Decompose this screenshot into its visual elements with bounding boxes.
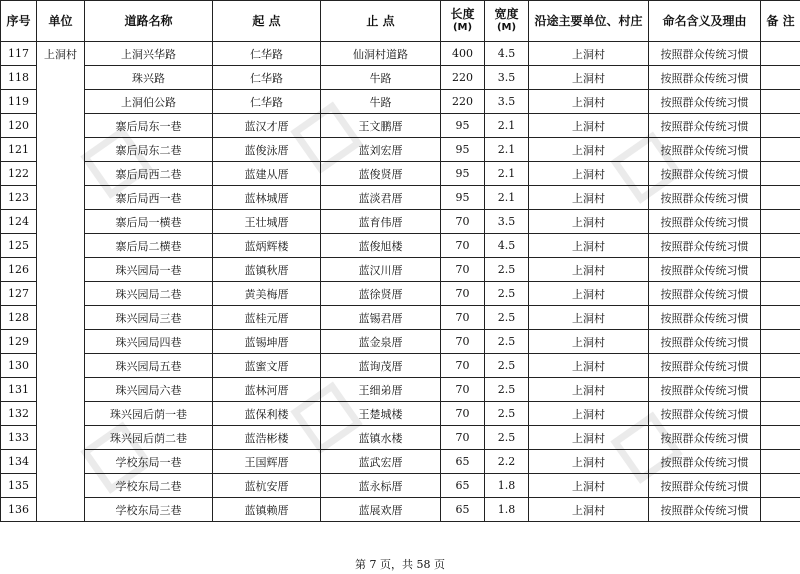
cell-meaning: 按照群众传统习惯	[649, 330, 761, 354]
cell-road-name: 珠兴园局五巷	[85, 354, 213, 378]
cell-meaning: 按照群众传统习惯	[649, 114, 761, 138]
cell-length: 65	[441, 498, 485, 522]
cell-meaning: 按照群众传统习惯	[649, 474, 761, 498]
cell-end: 蓝镇水楼	[321, 426, 441, 450]
cell-remark	[761, 162, 800, 186]
cell-start: 蓝建从厝	[213, 162, 321, 186]
cell-width: 3.5	[485, 210, 529, 234]
cell-seq: 117	[1, 42, 37, 66]
cell-length: 65	[441, 474, 485, 498]
cell-remark	[761, 114, 800, 138]
table-row	[1, 138, 800, 162]
cell-width: 2.2	[485, 450, 529, 474]
cell-start: 仁华路	[213, 90, 321, 114]
cell-along: 上洞村	[529, 258, 649, 282]
cell-along: 上洞村	[529, 354, 649, 378]
cell-start: 蓝浩彬楼	[213, 426, 321, 450]
cell-length: 95	[441, 114, 485, 138]
width-label: 宽度	[494, 7, 519, 21]
cell-start: 蓝镇秋厝	[213, 258, 321, 282]
cell-end: 蓝徐贤厝	[321, 282, 441, 306]
cell-end: 牛路	[321, 66, 441, 90]
cell-along: 上洞村	[529, 42, 649, 66]
col-header-unit: 单位	[37, 1, 85, 42]
cell-end: 王楚城楼	[321, 402, 441, 426]
cell-seq: 133	[1, 426, 37, 450]
cell-start: 蓝汉才厝	[213, 114, 321, 138]
cell-meaning: 按照群众传统习惯	[649, 258, 761, 282]
cell-road-name: 珠兴路	[85, 66, 213, 90]
cell-width: 4.5	[485, 234, 529, 258]
cell-end: 仙洞村道路	[321, 42, 441, 66]
col-header-along: 沿途主要单位、村庄	[529, 1, 649, 42]
cell-remark	[761, 210, 800, 234]
cell-meaning: 按照群众传统习惯	[649, 66, 761, 90]
col-header-remark: 备 注	[761, 1, 800, 42]
cell-seq: 132	[1, 402, 37, 426]
cell-seq: 130	[1, 354, 37, 378]
cell-road-name: 珠兴园局三巷	[85, 306, 213, 330]
cell-road-name: 学校东局一巷	[85, 450, 213, 474]
table-row	[1, 186, 800, 210]
cell-remark	[761, 282, 800, 306]
col-header-start: 起 点	[213, 1, 321, 42]
table-row	[1, 210, 800, 234]
cell-length: 95	[441, 138, 485, 162]
cell-length: 70	[441, 426, 485, 450]
length-label: 长度	[450, 7, 475, 21]
cell-end: 蓝淡君厝	[321, 186, 441, 210]
cell-seq: 135	[1, 474, 37, 498]
cell-width: 2.5	[485, 378, 529, 402]
table-row	[1, 474, 800, 498]
cell-seq: 118	[1, 66, 37, 90]
cell-length: 70	[441, 354, 485, 378]
cell-along: 上洞村	[529, 66, 649, 90]
cell-meaning: 按照群众传统习惯	[649, 138, 761, 162]
cell-remark	[761, 306, 800, 330]
cell-end: 蓝俊旭楼	[321, 234, 441, 258]
cell-width: 2.5	[485, 426, 529, 450]
cell-end: 蓝育伟厝	[321, 210, 441, 234]
cell-width: 1.8	[485, 474, 529, 498]
cell-meaning: 按照群众传统习惯	[649, 234, 761, 258]
cell-length: 95	[441, 186, 485, 210]
col-header-meaning: 命名含义及理由	[649, 1, 761, 42]
table-row	[1, 330, 800, 354]
table-row	[1, 90, 800, 114]
cell-end: 蓝金泉厝	[321, 330, 441, 354]
cell-start: 蓝保利楼	[213, 402, 321, 426]
cell-width: 2.5	[485, 402, 529, 426]
cell-along: 上洞村	[529, 402, 649, 426]
cell-width: 2.5	[485, 330, 529, 354]
cell-meaning: 按照群众传统习惯	[649, 186, 761, 210]
table-body	[1, 42, 800, 522]
cell-along: 上洞村	[529, 114, 649, 138]
cell-seq: 128	[1, 306, 37, 330]
cell-end: 蓝武宏厝	[321, 450, 441, 474]
cell-remark	[761, 186, 800, 210]
cell-remark	[761, 66, 800, 90]
cell-seq: 131	[1, 378, 37, 402]
cell-end: 蓝汉川厝	[321, 258, 441, 282]
cell-width: 2.5	[485, 354, 529, 378]
cell-width: 2.5	[485, 258, 529, 282]
cell-seq: 134	[1, 450, 37, 474]
cell-along: 上洞村	[529, 210, 649, 234]
table-row	[1, 66, 800, 90]
cell-along: 上洞村	[529, 498, 649, 522]
cell-start: 王壮城厝	[213, 210, 321, 234]
cell-road-name: 寨后局一横巷	[85, 210, 213, 234]
col-header-road-name: 道路名称	[85, 1, 213, 42]
cell-along: 上洞村	[529, 90, 649, 114]
table-row	[1, 114, 800, 138]
col-header-end: 止 点	[321, 1, 441, 42]
table-row	[1, 42, 800, 66]
cell-remark	[761, 498, 800, 522]
cell-road-name: 珠兴园后荫二巷	[85, 426, 213, 450]
cell-length: 220	[441, 90, 485, 114]
cell-start: 蓝林城厝	[213, 186, 321, 210]
cell-meaning: 按照群众传统习惯	[649, 162, 761, 186]
cell-length: 220	[441, 66, 485, 90]
table-row	[1, 354, 800, 378]
cell-remark	[761, 330, 800, 354]
cell-along: 上洞村	[529, 282, 649, 306]
cell-width: 2.5	[485, 282, 529, 306]
cell-length: 95	[441, 162, 485, 186]
cell-road-name: 珠兴园局一巷	[85, 258, 213, 282]
table-row	[1, 450, 800, 474]
cell-road-name: 珠兴园后荫一巷	[85, 402, 213, 426]
cell-width: 2.1	[485, 138, 529, 162]
cell-start: 蓝镇赖厝	[213, 498, 321, 522]
cell-meaning: 按照群众传统习惯	[649, 210, 761, 234]
cell-meaning: 按照群众传统习惯	[649, 354, 761, 378]
cell-length: 70	[441, 306, 485, 330]
cell-meaning: 按照群众传统习惯	[649, 282, 761, 306]
cell-length: 400	[441, 42, 485, 66]
cell-start: 蓝锡坤厝	[213, 330, 321, 354]
cell-width: 3.5	[485, 66, 529, 90]
cell-along: 上洞村	[529, 138, 649, 162]
table-row	[1, 258, 800, 282]
cell-along: 上洞村	[529, 378, 649, 402]
cell-remark	[761, 258, 800, 282]
cell-end: 蓝刘宏厝	[321, 138, 441, 162]
col-header-width	[485, 1, 529, 42]
table-row	[1, 234, 800, 258]
cell-along: 上洞村	[529, 186, 649, 210]
cell-remark	[761, 426, 800, 450]
cell-start: 蓝俊泳厝	[213, 138, 321, 162]
cell-road-name: 寨后局东一巷	[85, 114, 213, 138]
cell-length: 70	[441, 258, 485, 282]
cell-meaning: 按照群众传统习惯	[649, 90, 761, 114]
table-row	[1, 426, 800, 450]
cell-length: 70	[441, 234, 485, 258]
cell-width: 2.1	[485, 162, 529, 186]
cell-seq: 121	[1, 138, 37, 162]
cell-road-name: 上洞兴华路	[85, 42, 213, 66]
cell-along: 上洞村	[529, 306, 649, 330]
cell-road-name: 珠兴园局四巷	[85, 330, 213, 354]
cell-remark	[761, 354, 800, 378]
cell-remark	[761, 138, 800, 162]
cell-start: 蓝林河厝	[213, 378, 321, 402]
cell-start: 蓝蜜文厝	[213, 354, 321, 378]
col-header-seq: 序号	[1, 1, 37, 42]
cell-start: 仁华路	[213, 42, 321, 66]
cell-remark	[761, 450, 800, 474]
cell-meaning: 按照群众传统习惯	[649, 378, 761, 402]
col-header-length	[441, 1, 485, 42]
cell-start: 蓝桂元厝	[213, 306, 321, 330]
cell-along: 上洞村	[529, 474, 649, 498]
cell-road-name: 寨后局西一巷	[85, 186, 213, 210]
table-row	[1, 498, 800, 522]
cell-width: 2.5	[485, 306, 529, 330]
table-row	[1, 378, 800, 402]
cell-seq: 120	[1, 114, 37, 138]
cell-end: 蓝询茂厝	[321, 354, 441, 378]
page-number: 第 7 页，共 58 页	[355, 558, 445, 571]
cell-seq: 127	[1, 282, 37, 306]
cell-seq: 122	[1, 162, 37, 186]
cell-start: 仁华路	[213, 66, 321, 90]
cell-road-name: 上洞伯公路	[85, 90, 213, 114]
cell-remark	[761, 234, 800, 258]
cell-meaning: 按照群众传统习惯	[649, 498, 761, 522]
cell-width: 1.8	[485, 498, 529, 522]
table-row	[1, 402, 800, 426]
cell-start: 王国辉厝	[213, 450, 321, 474]
cell-meaning: 按照群众传统习惯	[649, 450, 761, 474]
cell-seq: 136	[1, 498, 37, 522]
cell-length: 70	[441, 378, 485, 402]
cell-meaning: 按照群众传统习惯	[649, 402, 761, 426]
cell-road-name: 寨后局西二巷	[85, 162, 213, 186]
cell-start: 蓝炳辉楼	[213, 234, 321, 258]
cell-remark	[761, 474, 800, 498]
cell-seq: 129	[1, 330, 37, 354]
cell-length: 70	[441, 330, 485, 354]
cell-meaning: 按照群众传统习惯	[649, 42, 761, 66]
cell-end: 牛路	[321, 90, 441, 114]
cell-along: 上洞村	[529, 450, 649, 474]
cell-length: 65	[441, 450, 485, 474]
table-row	[1, 282, 800, 306]
cell-length: 70	[441, 282, 485, 306]
cell-remark	[761, 402, 800, 426]
cell-road-name: 寨后局东二巷	[85, 138, 213, 162]
cell-seq: 119	[1, 90, 37, 114]
cell-start: 蓝杭安厝	[213, 474, 321, 498]
cell-width: 4.5	[485, 42, 529, 66]
table-row	[1, 306, 800, 330]
cell-meaning: 按照群众传统习惯	[649, 426, 761, 450]
cell-end: 王文鹏厝	[321, 114, 441, 138]
cell-seq: 123	[1, 186, 37, 210]
cell-along: 上洞村	[529, 162, 649, 186]
cell-end: 蓝锡君厝	[321, 306, 441, 330]
cell-along: 上洞村	[529, 330, 649, 354]
cell-width: 2.1	[485, 114, 529, 138]
cell-end: 蓝俊贤厝	[321, 162, 441, 186]
cell-seq: 126	[1, 258, 37, 282]
cell-seq: 124	[1, 210, 37, 234]
cell-width: 3.5	[485, 90, 529, 114]
cell-unit: 上洞村	[37, 42, 85, 522]
cell-remark	[761, 90, 800, 114]
cell-meaning: 按照群众传统习惯	[649, 306, 761, 330]
cell-length: 70	[441, 402, 485, 426]
cell-length: 70	[441, 210, 485, 234]
cell-end: 蓝永标厝	[321, 474, 441, 498]
cell-end: 蓝展欢厝	[321, 498, 441, 522]
length-unit: (M)	[452, 22, 473, 33]
cell-road-name: 珠兴园局六巷	[85, 378, 213, 402]
cell-road-name: 寨后局二横巷	[85, 234, 213, 258]
cell-along: 上洞村	[529, 426, 649, 450]
cell-remark	[761, 378, 800, 402]
cell-road-name: 学校东局三巷	[85, 498, 213, 522]
table-row	[1, 162, 800, 186]
width-unit: (M)	[496, 22, 517, 33]
cell-seq: 125	[1, 234, 37, 258]
cell-road-name: 珠兴园局二巷	[85, 282, 213, 306]
table-header-row	[1, 1, 800, 42]
cell-road-name: 学校东局二巷	[85, 474, 213, 498]
cell-along: 上洞村	[529, 234, 649, 258]
cell-end: 王细弟厝	[321, 378, 441, 402]
cell-start: 黄美梅厝	[213, 282, 321, 306]
cell-remark	[761, 42, 800, 66]
cell-width: 2.1	[485, 186, 529, 210]
